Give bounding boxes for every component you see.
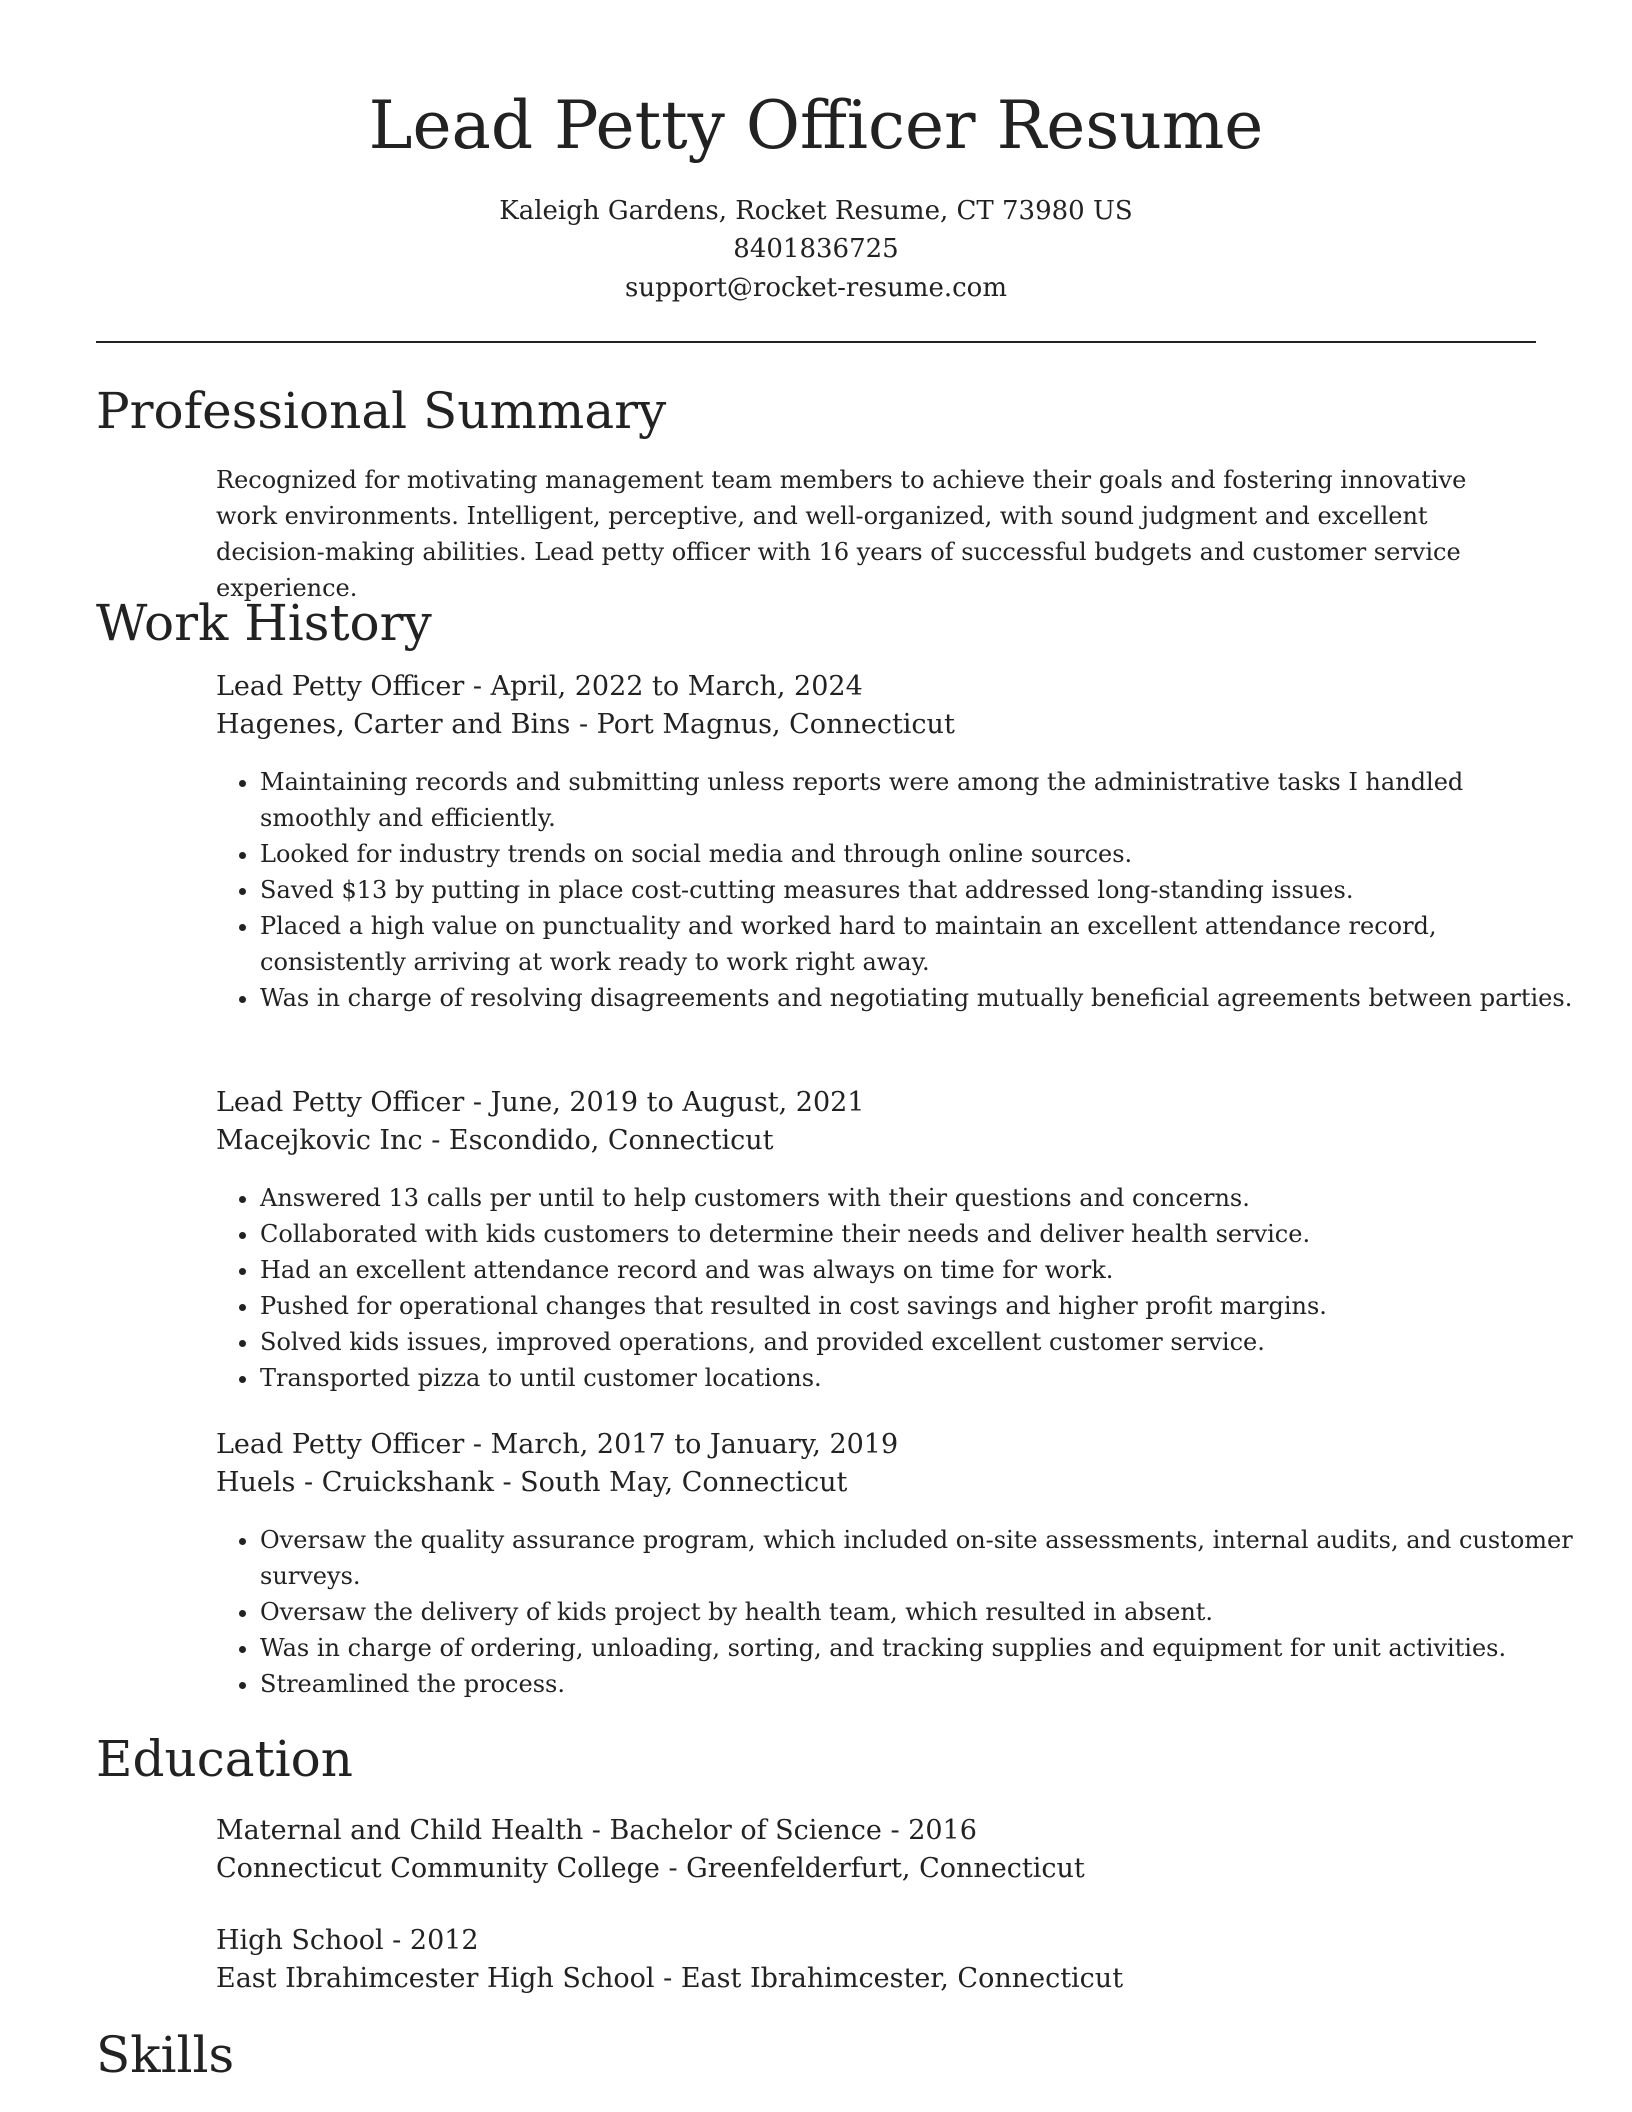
education-degree-line [216,1812,1536,1850]
contact-address: Kaleigh Gardens, Rocket Resume, CT 73980 US [499,196,1133,226]
list-item: • Oversaw the delivery of kids project by health team, which resulted in absent. [260,1594,1580,1630]
education-school-line [216,1960,1536,1998]
education-year: 2016 [908,1815,977,1846]
education-school: Connecticut Community College [216,1853,660,1884]
list-item: • Was in charge of ordering, unloading, sorting, and tracking supplies and equipment for unit activities. [260,1630,1580,1666]
education-school-line [216,1850,1536,1888]
job-dates: April, 2022 to March, 2024 [490,671,863,702]
contact-email: support@rocket-resume.com [624,273,1007,303]
education-location: Greenfelderfurt, Connecticut [686,1853,1085,1884]
education-degree-line [216,1922,1536,1960]
education-location: East Ibrahimcester, Connecticut [680,1963,1124,1994]
job-entry [216,668,1536,744]
job-company: Huels - Cruickshank [216,1467,494,1498]
job-location: Port Magnus, Connecticut [596,709,955,740]
education-entry [216,1922,1536,1998]
job-location: Escondido, Connecticut [448,1125,774,1156]
separator: - [654,1963,681,1994]
job-bullet-list [216,764,1580,1016]
job-company: Macejkovic Inc [216,1125,423,1156]
separator: - [493,1467,521,1498]
separator: - [464,1087,491,1118]
list-item: • Pushed for operational changes that resulted in cost savings and higher profit margins. [260,1288,1580,1324]
job-entry [216,1426,1536,1502]
list-item: • Transported pizza to until customer locations. [260,1360,1580,1396]
education-entry [216,1812,1536,1888]
job-entry [216,1084,1536,1160]
job-title-line [216,668,1536,706]
education-year: 2012 [409,1925,479,1956]
separator: - [881,1815,909,1846]
list-item: • Looked for industry trends on social media and through online sources. [260,836,1580,872]
job-location: South May, Connecticut [520,1467,848,1498]
section-title-summary: Professional Summary [96,382,667,440]
job-title: Lead Petty Officer [216,671,465,702]
resume-title: Lead Petty Officer Resume [368,87,1264,164]
job-company-line [216,1464,1536,1502]
header-divider [96,341,1536,343]
job-dates: June, 2019 to August, 2021 [490,1087,865,1118]
education-degree: Bachelor of Science [609,1815,882,1846]
job-bullet-list [216,1522,1580,1702]
separator: - [422,1125,449,1156]
section-title-work-history: Work History [96,594,432,652]
separator: - [464,1429,491,1460]
separator: - [464,671,491,702]
list-item: • Answered 13 calls per until to help customers with their questions and concerns. [260,1180,1580,1216]
job-company-line [216,706,1536,744]
list-item: • Streamlined the process. [260,1666,1580,1702]
list-item: • Solved kids issues, improved operations, and provided excellent customer service. [260,1324,1580,1360]
contact-phone: 8401836725 [733,234,899,264]
job-company: Hagenes, Carter and Bins [216,709,571,740]
separator: - [383,1925,410,1956]
list-item: • Oversaw the quality assurance program, which included on-site assessments, internal audits, and customer surveys. [260,1522,1580,1594]
job-title: Lead Petty Officer [216,1087,465,1118]
list-item: • Maintaining records and submitting unless reports were among the administrative tasks I handled smoothly and efficiently. [260,764,1580,836]
summary-paragraph: Recognized for motivating management team members to achieve their goals and fostering innovative work environments. Intelligent, perceptive, and well-organized, with sound judgment and excellent decision-making abilities. Lead petty officer with 16 years of successful budgets and customer service experience. [216,466,1467,602]
separator: - [659,1853,687,1884]
job-company-line [216,1122,1536,1160]
job-title-line [216,1426,1536,1464]
section-title-skills: Skills [96,2026,235,2084]
job-title-line [216,1084,1536,1122]
list-item: • Was in charge of resolving disagreements and negotiating mutually beneficial agreements between parties. [260,980,1580,1016]
job-title: Lead Petty Officer [216,1429,465,1460]
education-field: High School [216,1925,384,1956]
job-bullet-list [216,1180,1580,1396]
list-item: • Placed a high value on punctuality and worked hard to maintain an excellent attendance record, consistently arriving at work ready to work right away. [260,908,1580,980]
list-item: • Saved $13 by putting in place cost-cutting measures that addressed long-standing issues. [260,872,1580,908]
education-field: Maternal and Child Health [216,1815,584,1846]
separator: - [583,1815,610,1846]
separator: - [570,709,597,740]
section-title-education: Education [96,1730,353,1788]
list-item: • Had an excellent attendance record and was always on time for work. [260,1252,1580,1288]
list-item: • Collaborated with kids customers to determine their needs and deliver health service. [260,1216,1580,1252]
education-school: East Ibrahimcester High School [216,1963,655,1994]
job-dates: March, 2017 to January, 2019 [490,1429,899,1460]
